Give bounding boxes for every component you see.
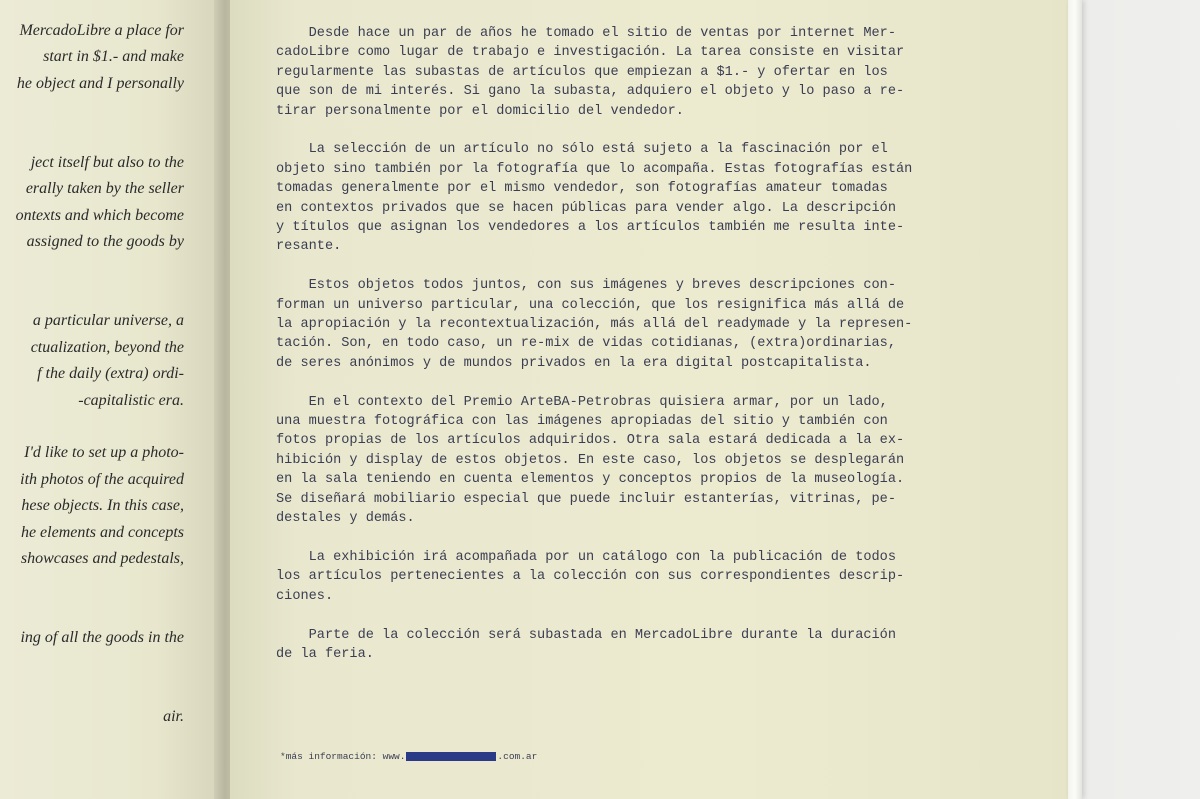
paragraph-line: la apropiación y la recontextualización, más allá del readymade y la represen- (276, 317, 913, 333)
left-page-line: ontexts and which become (15, 206, 184, 224)
paragraph-line: tirar personalmente por el domicilio del vendedor. (276, 103, 684, 119)
paragraph-line: Parte de la colección será subastada en MercadoLibre durante la duración (276, 627, 896, 643)
paragraph-line: de seres anónimos y de mundos privados en la era digital postcapitalista. (276, 355, 872, 371)
left-page-line: f the daily (extra) ordi- (37, 365, 184, 383)
right-page (230, 0, 1072, 799)
paragraph-line: La selección de un artículo no sólo está sujeto a la fascinación por el (276, 142, 888, 158)
paragraph-line: regularmente las subastas de artículos que empiezan a $1.- y ofertar en los (276, 64, 888, 80)
paragraph (276, 626, 1021, 665)
paragraph-line: hibición y display de estos objetos. En este caso, los objetos se desplegarán (276, 452, 905, 468)
paragraph-line: En el contexto del Premio ArteBA-Petrobras quisiera armar, por un lado, (276, 394, 888, 410)
left-page-line: ith photos of the acquired (20, 470, 184, 488)
page-edge (1068, 0, 1082, 799)
left-page-line: ject itself but also to the (30, 154, 184, 171)
paragraph-line: y títulos que asignan los vendedores a los artículos también me resulta inte- (276, 220, 905, 236)
paragraph-line: en la sala teniendo en cuenta elementos y conceptos propios de la museología. (276, 472, 905, 488)
paragraph-line: forman un universo particular, una colección, que los resignifica más allá de (276, 297, 905, 313)
paragraph-line: una muestra fotográfica con las imágenes apropiadas del sitio y también con (276, 414, 888, 430)
paragraph (276, 276, 1021, 373)
paragraph-line: de la feria. (276, 646, 374, 662)
paragraph (276, 548, 1021, 606)
left-page-line: hese objects. In this case, (21, 497, 184, 515)
footnote-prefix: *más información: www. (280, 751, 406, 762)
left-page-line: ctualization, beyond the (30, 338, 184, 356)
paragraph (276, 140, 1021, 256)
paragraph-line: Estos objetos todos juntos, con sus imágenes y breves descripciones con- (276, 278, 896, 294)
left-page-line: MercadoLibre a place for (19, 22, 184, 39)
paragraph (276, 24, 1021, 121)
left-page-line: air. (163, 708, 184, 726)
left-page-line: he object and I personally (16, 74, 184, 92)
paragraph-line: resante. (276, 239, 342, 255)
paragraph-line: destales y demás. (276, 511, 415, 527)
footnote (280, 751, 537, 762)
paragraph-line: en contextos privados que se hacen públicas para vender algo. La descripción (276, 200, 896, 216)
footnote-suffix: .com.ar (497, 751, 538, 762)
paragraph-line: los artículos pertenecientes a la colección con sus correspondientes descrip- (276, 569, 905, 585)
left-page-line: -capitalistic era. (78, 391, 184, 409)
paragraph (276, 393, 1021, 529)
redaction-bar (406, 752, 496, 761)
paragraph-line: que son de mi interés. Si gano la subasta, adquiero el objeto y lo paso a re- (276, 84, 905, 100)
left-page-line: showcases and pedestals, (20, 550, 184, 567)
paragraph-line: Se diseñará mobiliario especial que puede incluir estanterías, vitrinas, pe- (276, 491, 896, 507)
left-page-line: he elements and concepts (20, 523, 184, 541)
paragraph-line: tomadas generalmente por el mismo vendedor, son fotografías amateur tomadas (276, 181, 888, 197)
paragraph-line: ciones. (276, 588, 334, 604)
left-page-line: a particular universe, a (32, 312, 184, 330)
left-page-line: start in $1.- and make (43, 48, 184, 66)
left-page-line: I'd like to set up a photo- (24, 444, 184, 462)
left-page (0, 0, 222, 799)
left-page-line: ing of all the goods in the (20, 629, 184, 647)
paragraph-line: objeto sino también por la fotografía que lo acompaña. Estas fotografías están (276, 161, 913, 177)
paragraph-line: tación. Son, en todo caso, un re-mix de vidas cotidianas, (extra)ordinarias, (276, 336, 896, 352)
left-page-line: assigned to the goods by (26, 233, 184, 251)
paragraph-line: Desde hace un par de años he tomado el sitio de ventas por internet Mer- (276, 26, 896, 41)
paragraph-line: cadoLibre como lugar de trabajo e investigación. La tarea consiste en visitar (276, 45, 905, 61)
paragraph-line: La exhibición irá acompañada por un catálogo con la publicación de todos (276, 549, 896, 565)
statement-text (276, 24, 1021, 684)
left-page-text (0, 0, 222, 799)
left-page-line: erally taken by the seller (25, 180, 184, 198)
paragraph-line: fotos propias de los artículos adquiridos. Otra sala estará dedicada a la ex- (276, 433, 905, 449)
